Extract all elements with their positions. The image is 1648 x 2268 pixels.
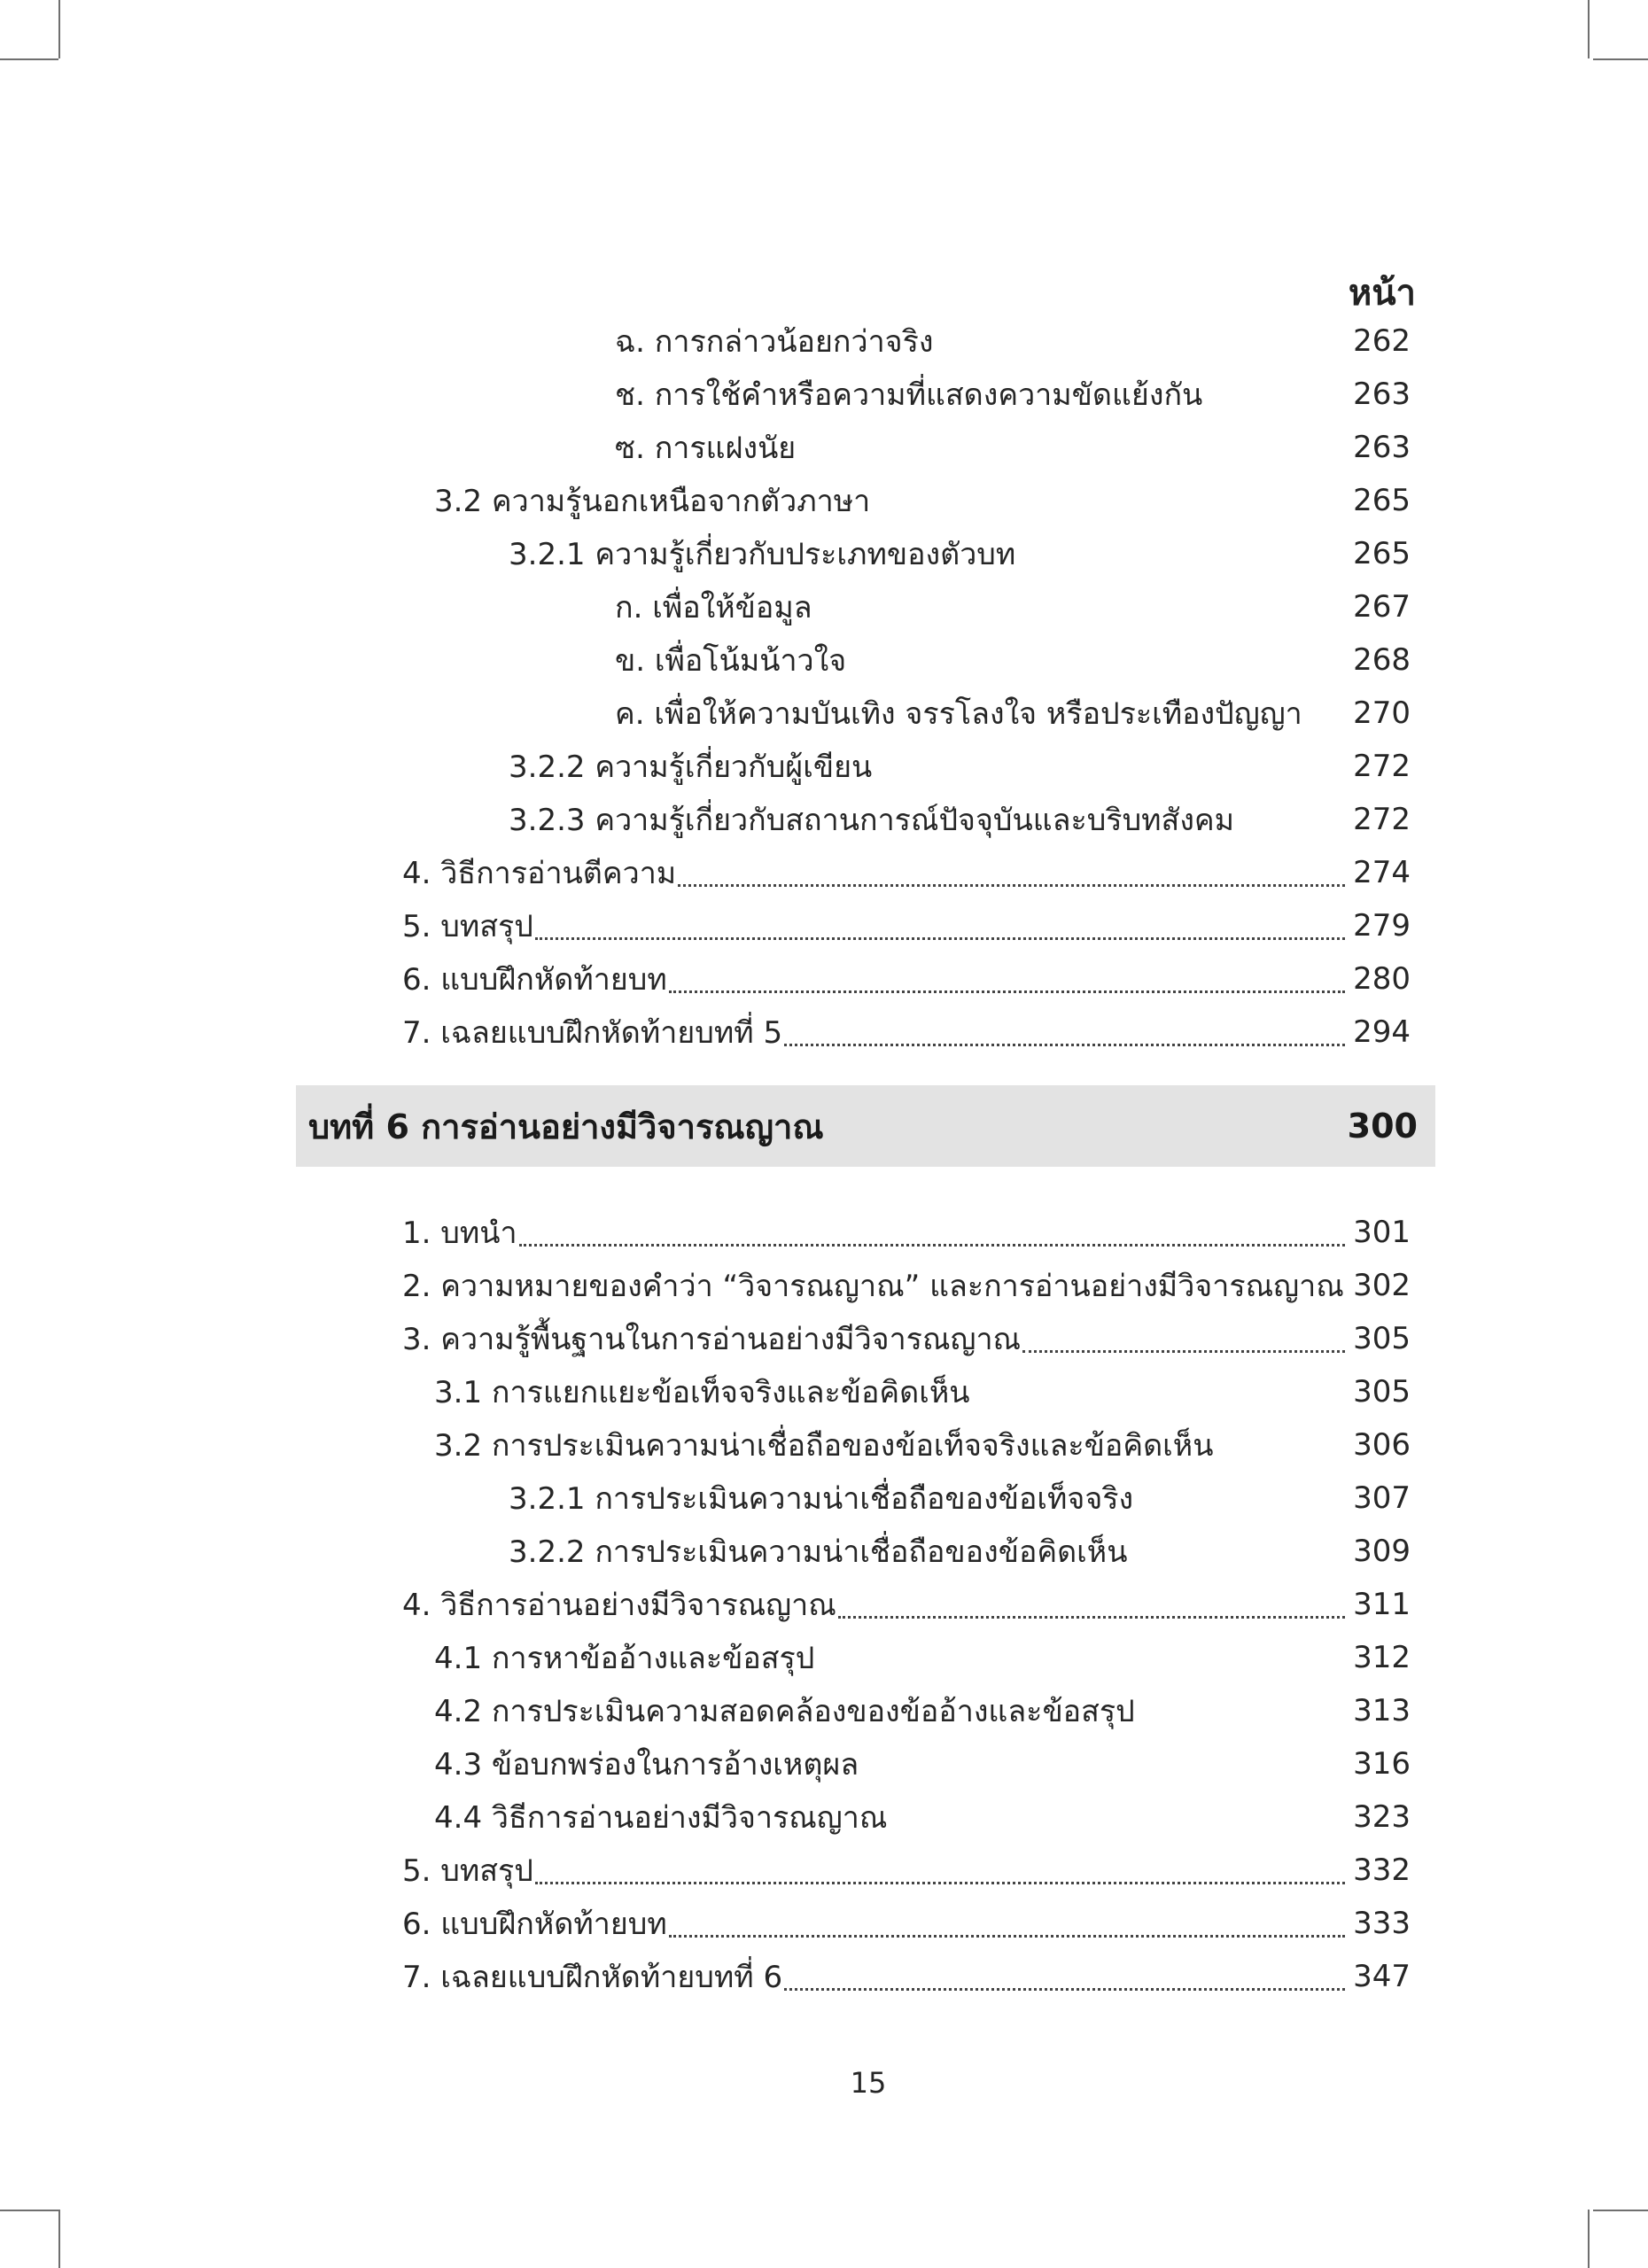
toc-entry-title: 5. บทสรุป	[402, 909, 533, 944]
toc-entry-title: 4.2 การประเมินความสอดคล้องของข้ออ้างและข้อสรุป	[434, 1694, 1135, 1729]
toc-entry-page: 323	[1353, 1799, 1411, 1835]
toc-entry	[434, 1418, 1411, 1472]
toc-entry-page: 302	[1353, 1268, 1411, 1303]
toc-entry-page: 313	[1353, 1693, 1411, 1728]
toc-entry-page: 316	[1353, 1746, 1411, 1782]
toc-entry	[615, 633, 1411, 687]
chapter-heading-bar	[296, 1085, 1435, 1167]
toc-entry	[509, 527, 1411, 580]
toc-entry-title: 5. บทสรุป	[402, 1853, 533, 1889]
toc-entry-page: 332	[1353, 1852, 1411, 1888]
toc-entry-page: 333	[1353, 1906, 1411, 1941]
toc-entry-title: 1. บทนำ	[402, 1216, 517, 1251]
toc-entry-page: 265	[1353, 483, 1411, 518]
crop-mark	[1588, 2210, 1590, 2268]
dot-leader	[678, 884, 1345, 887]
toc-entry	[615, 315, 1411, 368]
dot-leader	[784, 1044, 1345, 1046]
toc-entry-title: 4. วิธีการอ่านตีความ	[402, 856, 677, 891]
toc-entry-page: 307	[1353, 1480, 1411, 1516]
toc-entry-title: ฉ. การกล่าวน้อยกว่าจริง	[615, 324, 934, 360]
toc-entry-page: 305	[1353, 1321, 1411, 1356]
toc-entry	[615, 368, 1411, 421]
dot-leader	[535, 1882, 1345, 1884]
toc-entry-title: 4. วิธีการอ่านอย่างมีวิจารณญาณ	[402, 1588, 836, 1623]
toc-entry-title: ข. เพื่อโน้มน้าวใจ	[615, 643, 847, 679]
crop-mark	[0, 2210, 58, 2211]
toc-entry	[402, 846, 1411, 899]
toc-entry-page: 272	[1353, 749, 1411, 784]
crop-mark	[58, 2210, 60, 2268]
crop-mark	[58, 0, 60, 58]
toc-entry	[615, 580, 1411, 633]
toc-entry	[509, 1525, 1411, 1578]
toc-entry-title: 7. เฉลยแบบฝึกหัดท้ายบทที่ 6	[402, 1960, 783, 1995]
toc-entry-title: 2. ความหมายของคำว่า “วิจารณญาณ” และการอ่านอย่างมีวิจารณญาณ	[402, 1269, 1344, 1304]
toc-entry	[434, 1737, 1411, 1790]
crop-mark	[1588, 0, 1590, 58]
toc-entry-title: 4.1 การหาข้ออ้างและข้อสรุป	[434, 1641, 815, 1676]
toc-entry-page: 279	[1353, 908, 1411, 944]
toc-entry	[402, 1312, 1411, 1365]
toc-entry-page: 301	[1353, 1215, 1411, 1250]
toc-entry	[402, 899, 1411, 952]
toc-entry-title: 6. แบบฝึกหัดท้ายบท	[402, 1907, 667, 1942]
toc-entry-title: 3.2.3 ความรู้เกี่ยวกับสถานการณ์ปัจจุบันและบริบทสังคม	[509, 803, 1235, 838]
dot-leader	[784, 1988, 1345, 1991]
toc-entry-title: 3.2.2 การประเมินความน่าเชื่อถือของข้อคิดเห็น	[509, 1534, 1128, 1570]
toc-entry-page: 270	[1353, 695, 1411, 731]
toc-entry-page: 262	[1353, 323, 1411, 359]
toc-entry-title: ค. เพื่อให้ความบันเทิง จรรโลงใจ หรือประเทืองปัญญา	[615, 696, 1302, 732]
toc-entry-page: 268	[1353, 642, 1411, 678]
toc-entry	[402, 1844, 1411, 1897]
toc-entry-title: 3.2.2 ความรู้เกี่ยวกับผู้เขียน	[509, 750, 873, 785]
toc-entry	[615, 421, 1411, 474]
toc-entry-title: ซ. การแฝงนัย	[615, 431, 797, 466]
toc-entry	[434, 474, 1411, 527]
toc-entry-page: 312	[1353, 1640, 1411, 1675]
toc-entry-title: ช. การใช้คำหรือความที่แสดงความขัดแย้งกัน	[615, 377, 1203, 413]
toc-entry-title: 3.2.1 การประเมินความน่าเชื่อถือของข้อเท็จจริง	[509, 1481, 1134, 1517]
page-number: 15	[850, 2066, 887, 2100]
toc-entry	[434, 1790, 1411, 1844]
dot-leader	[838, 1616, 1345, 1619]
toc-entry-title: ก. เพื่อให้ข้อมูล	[615, 590, 812, 625]
toc-entry-page: 347	[1353, 1959, 1411, 1994]
toc-entry-title: 3. ความรู้พื้นฐานในการอ่านอย่างมีวิจารณญาณ	[402, 1322, 1022, 1357]
toc-entry-page: 306	[1353, 1427, 1411, 1463]
chapter-title: บทที่ 6 การอ่านอย่างมีวิจารณญาณ	[308, 1107, 824, 1146]
toc-entry-page: 309	[1353, 1534, 1411, 1569]
toc-entry-page: 265	[1353, 536, 1411, 571]
toc-entry	[509, 793, 1411, 846]
toc-entry	[402, 1578, 1411, 1631]
toc-entry-title: 3.2 การประเมินความน่าเชื่อถือของข้อเท็จจริงและข้อคิดเห็น	[434, 1428, 1214, 1464]
toc-entry	[434, 1684, 1411, 1737]
toc-entry-title: 3.2 ความรู้นอกเหนือจากตัวภาษา	[434, 484, 871, 519]
toc-entry-page: 280	[1353, 961, 1411, 997]
toc-entry-page: 311	[1353, 1587, 1411, 1622]
toc-entry	[402, 1259, 1411, 1312]
toc-entry	[509, 1472, 1411, 1525]
toc-entry-page: 263	[1353, 430, 1411, 465]
toc-entry-title: 4.4 วิธีการอ่านอย่างมีวิจารณญาณ	[434, 1800, 888, 1836]
dot-leader	[519, 1244, 1345, 1247]
dot-leader	[1022, 1350, 1345, 1353]
toc-entry-page: 272	[1353, 802, 1411, 837]
toc-entry	[434, 1365, 1411, 1418]
dot-leader	[669, 1935, 1345, 1938]
toc-entry-page: 294	[1353, 1014, 1411, 1050]
chapter-page-number: 300	[1347, 1107, 1418, 1146]
toc-entry	[434, 1631, 1411, 1684]
toc-entry	[402, 1897, 1411, 1950]
toc-entry	[402, 952, 1411, 1006]
toc-entry-page: 305	[1353, 1374, 1411, 1410]
toc-entry-title: 4.3 ข้อบกพร่องในการอ้างเหตุผล	[434, 1747, 859, 1783]
crop-mark	[1593, 58, 1648, 60]
toc-entry	[402, 1206, 1411, 1259]
toc-entry-title: 3.2.1 ความรู้เกี่ยวกับประเภทของตัวบท	[509, 537, 1016, 572]
toc-entry-title: 6. แบบฝึกหัดท้ายบท	[402, 962, 667, 998]
dot-leader	[669, 990, 1345, 993]
dot-leader	[535, 937, 1345, 940]
page-column-heading: หน้า	[1348, 273, 1416, 314]
toc-entry-page: 263	[1353, 377, 1411, 412]
toc-entry	[402, 1006, 1411, 1059]
crop-mark	[0, 58, 58, 60]
toc-entry-title: 3.1 การแยกแยะข้อเท็จจริงและข้อคิดเห็น	[434, 1375, 970, 1410]
toc-entry-page: 274	[1353, 855, 1411, 890]
toc-entry	[615, 687, 1411, 740]
toc-entry	[402, 1950, 1411, 2003]
toc-entry-title: 7. เฉลยแบบฝึกหัดท้ายบทที่ 5	[402, 1015, 783, 1051]
crop-mark	[1593, 2210, 1648, 2211]
toc-entry-page: 267	[1353, 589, 1411, 625]
toc-entry	[509, 740, 1411, 793]
